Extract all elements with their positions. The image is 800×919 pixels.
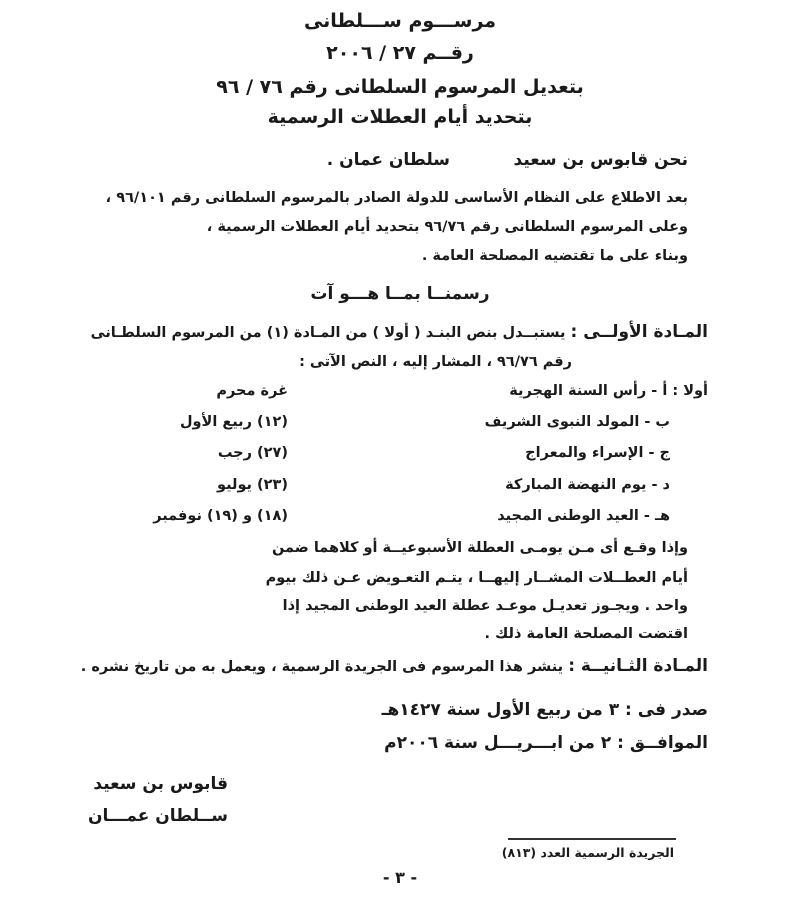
decree-heading: رسمنــا بمــا هـــو آت (310, 284, 490, 304)
holiday-item: د - يوم النهضة المباركة (505, 477, 670, 493)
holiday-date: (١٢) ربيع الأول (179, 414, 288, 430)
article-one-closing-line: وإذا وقـع أى مـن يومـى العطلة الأسبوعيــة أو كلاهما ضمن (271, 540, 688, 556)
holiday-item: ج - الإسراء والمعراج (525, 445, 670, 461)
article-two-label: المـادة الثـانيــة : (568, 656, 708, 676)
decree-number: رقــم ٢٧ / ٢٠٠٦ (326, 42, 474, 64)
holiday-item: أولا : أ - رأس السنة الهجرية (509, 383, 708, 399)
holiday-date: (٢٣) يوليو (216, 477, 288, 493)
article-one-closing-line: واحد . ويجـوز تعديـل موعـد عطلة العيد الوطنى المجيد إذا (282, 598, 688, 614)
holiday-date: (٢٧) رجب (217, 445, 288, 461)
page-number: - ٣ - (382, 868, 418, 887)
issue-date-gregorian: الموافــق : ٢ من ابـــريـــل سنة ٢٠٠٦م (384, 733, 708, 753)
signature-name: قابوس بن سعيد (93, 774, 228, 794)
holiday-item: ب - المولد النبوى الشريف (484, 414, 670, 430)
article-one-label: المـادة الأولــى : (570, 322, 708, 342)
signature-title: ســلطان عمـــان (88, 806, 228, 826)
issue-date-hijri: صدر فى : ٣ من ربيع الأول سنة ١٤٢٧هـ (381, 700, 708, 720)
preamble-line: بعد الاطلاع على النظام الأساسى للدولة الصادر بالمرسوم السلطانى رقم ٩٦/١٠١ ، (105, 190, 688, 206)
issuer-title: سلطان عمان . (326, 150, 450, 170)
article-one-line1 (91, 322, 708, 342)
article-two-text: ينشر هذا المرسوم فى الجريدة الرسمية ، ويعمل به من تاريخ نشره . (80, 659, 564, 675)
issuer-name: نحن قابوس بن سعيد (513, 150, 688, 170)
article-two (81, 656, 708, 676)
article-one-text: يستبــدل بنص البنـد ( أولا ) من المـادة (١) من المرسوم السلطـانى (90, 325, 566, 341)
preamble-line: وعلى المرسوم السلطانى رقم ٩٦/٧٦ بتحديد أيام العطلات الرسمية ، (206, 219, 688, 235)
article-one-closing-line: اقتضت المصلحة العامة ذلك . (484, 626, 688, 642)
gazette-reference: الجريدة الرسمية العدد (٨١٣) (501, 845, 674, 860)
preamble-line: وبناء على ما تقتضيه المصلحة العامة . (421, 248, 688, 264)
article-one-text-line2: رقم ٩٦/٧٦ ، المشار إليه ، النص الآتى : (299, 354, 572, 370)
holiday-date: غرة محرم (216, 383, 288, 399)
decree-subject-line1: بتعديل المرسوم السلطانى رقم ٧٦ / ٩٦ (216, 76, 584, 98)
decree-subject-line2: بتحديد أيام العطلات الرسمية (267, 106, 533, 128)
holiday-date: (١٨) و (١٩) نوفمبر (153, 508, 288, 524)
holiday-item: هـ - العيد الوطنى المجيد (497, 508, 670, 524)
decree-title: مرســـوم ســـلطانى (303, 10, 497, 32)
article-one-closing-line: أيام العطــلات المشــار إليهــا ، يتـم التعـويض عـن ذلك بيوم (265, 570, 688, 586)
footnote-divider (508, 838, 676, 840)
